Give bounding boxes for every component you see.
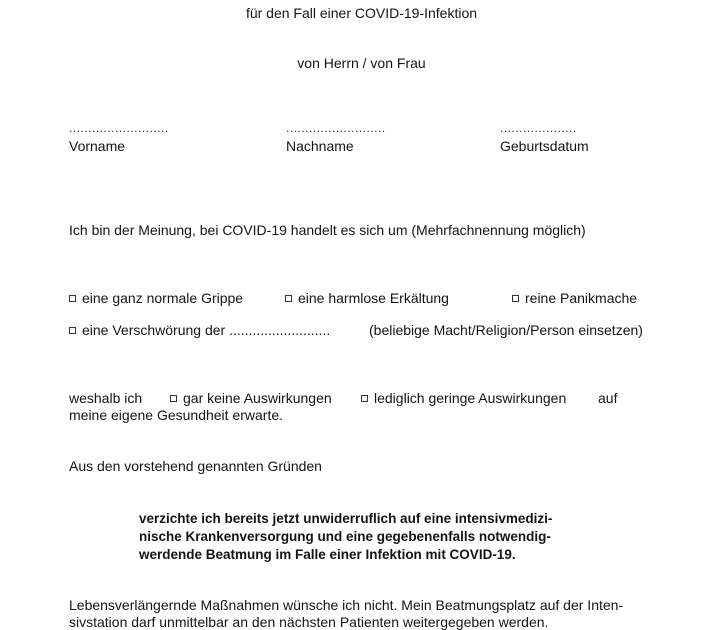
- conspiracy-hint: (beliebige Macht/Religion/Person einsetzen): [369, 322, 643, 338]
- first-name-label: Vorname: [69, 138, 126, 154]
- option-minor-effects[interactable]: [361, 390, 566, 406]
- option-no-effects[interactable]: [170, 390, 332, 406]
- closing-line-1: Lebensverlängernde Maßnahmen wünsche ich nicht. Mein Beatmungsplatz auf der Inten-: [69, 597, 624, 613]
- checkbox-icon[interactable]: [361, 395, 368, 402]
- birthdate-field[interactable]: ....................: [500, 121, 577, 135]
- option-label: eine harmlose Erkältung: [298, 290, 449, 306]
- option-label: reine Panikmache: [525, 290, 638, 306]
- option-harmless-cold[interactable]: [285, 290, 449, 306]
- effects-prefix: weshalb ich: [69, 390, 143, 406]
- option-label: eine ganz normale Grippe: [82, 290, 244, 306]
- option-panic[interactable]: [512, 290, 637, 306]
- waiver-line-2: nische Krankenversorgung und eine gegebenenfalls notwendig-: [139, 529, 551, 544]
- first-name-field[interactable]: ..........................: [69, 121, 169, 135]
- checkbox-icon[interactable]: [170, 395, 177, 402]
- closing-line-2: sivstation darf unmittelbar an den nächsten Patienten weitergegeben werden.: [69, 614, 549, 630]
- checkbox-icon[interactable]: [512, 295, 519, 302]
- last-name-field[interactable]: ..........................: [286, 121, 386, 135]
- reasons-intro: Aus den vorstehend genannten Gründen: [69, 458, 322, 474]
- opinion-question: Ich bin der Meinung, bei COVID-19 handelt es sich um (Mehrfachnennung möglich): [69, 222, 586, 238]
- waiver-line-1: verzichte ich bereits jetzt unwiderruflich auf eine intensivmedizi-: [139, 511, 553, 526]
- from-line: von Herrn / von Frau: [297, 55, 426, 71]
- birthdate-label: Geburtsdatum: [500, 138, 589, 154]
- effects-line-2: meine eigene Gesundheit erwarte.: [69, 407, 284, 423]
- document-subtitle: für den Fall einer COVID-19-Infektion: [245, 5, 478, 21]
- checkbox-icon[interactable]: [285, 295, 292, 302]
- option-normal-flu[interactable]: [69, 290, 243, 306]
- option-label: eine Verschwörung der ..........................: [82, 322, 331, 338]
- checkbox-icon[interactable]: [69, 327, 76, 334]
- waiver-line-3: werdende Beatmung im Falle einer Infektion mit COVID-19.: [139, 547, 516, 562]
- checkbox-icon[interactable]: [69, 295, 76, 302]
- last-name-label: Nachname: [286, 138, 354, 154]
- option-label: gar keine Auswirkungen: [183, 390, 332, 406]
- option-label: lediglich geringe Auswirkungen: [374, 390, 567, 406]
- effects-suffix: auf: [598, 390, 618, 406]
- option-conspiracy[interactable]: [69, 322, 330, 338]
